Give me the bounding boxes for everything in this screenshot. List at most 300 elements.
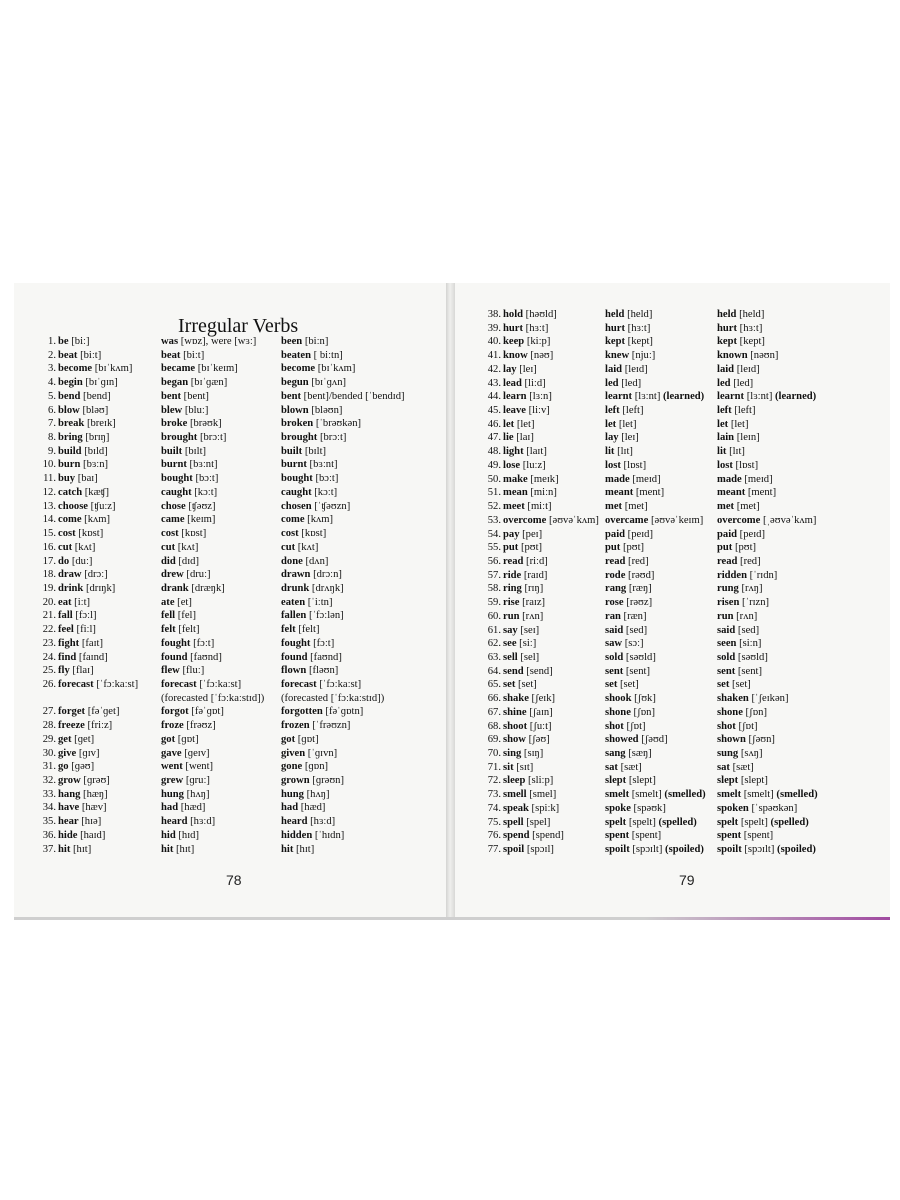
verb-past-participle: lit [lɪt] [717,446,745,458]
verb-past-simple: felt [felt] [161,624,200,636]
verb-past-participle: shot [ʃɒt] [717,720,758,732]
row-number: 67. [487,706,501,718]
verb-past-simple: showed [ʃəʊd] [605,734,668,746]
row-number: 60. [487,610,501,622]
verb-past-simple: spoke [spəʊk] [605,802,666,814]
row-number: 19. [42,582,56,594]
verb-past-simple: made [meɪd] [605,473,661,485]
row-number: 20. [42,596,56,608]
verb-base-form: run [rʌn] [503,610,544,622]
verb-past-participle: become [bɪˈkʌm] [281,363,356,375]
verb-past-participle: kept [kept] [717,336,765,348]
row-number: 40. [487,336,501,348]
verb-past-simple: saw [sɔː] [605,638,644,650]
row-number: 8. [48,432,56,444]
verb-base-form: hang [hæŋ] [58,788,108,800]
verb-past-participle: made [meɪd] [717,473,773,485]
verb-past-simple: spoilt [spɔɪlt] (spoiled) [605,844,704,856]
verb-base-form: shoot [ʃuːt] [503,720,552,732]
verb-past-participle: (forecasted [ˈfɔːkaːstɪd]) [281,692,385,704]
verb-past-participle: hit [hɪt] [281,843,315,855]
verb-base-form: become [bɪˈkʌm] [58,363,133,375]
verb-past-participle: spelt [spelt] (spelled) [717,816,809,828]
verb-past-participle: meant [ment] [717,487,777,499]
verb-base-form: come [kʌm] [58,514,111,526]
verb-base-form: build [bɪld] [58,445,108,457]
verb-past-simple: bent [bent] [161,390,209,402]
verb-base-form: catch [kæʧ] [58,486,110,498]
row-number: 77. [487,844,501,856]
verb-base-form: fly [flaɪ] [58,665,94,677]
verb-base-form: give [ɡɪv] [58,747,100,759]
verb-past-participle: paid [peɪd] [717,528,765,540]
verb-past-participle: spoilt [spɔɪlt] (spoiled) [717,844,816,856]
verb-past-simple: shook [ʃʊk] [605,693,656,705]
verb-past-simple: became [bɪˈkeɪm] [161,363,238,375]
page-title: Irregular Verbs [178,315,299,337]
verb-past-simple: slept [slept] [605,775,656,787]
verb-past-participle: chosen [ˈʧəʊzn] [281,500,351,512]
verb-past-simple: met [met] [605,501,648,513]
verb-base-form: drink [drɪŋk] [58,582,116,594]
verb-past-participle: found [faʊnd] [281,651,342,663]
verb-past-simple: fell [fel] [161,610,197,622]
verb-past-participle: eaten [ˈiːtn] [281,596,333,608]
verb-base-form: bring [brɪŋ] [58,432,110,444]
verb-past-simple: forecast [ˈfɔːkaːst] [161,678,242,690]
row-number: 71. [487,761,501,773]
verb-past-participle: let [let] [717,418,749,430]
verb-past-simple: shot [ʃɒt] [605,720,646,732]
verb-past-simple: fought [fɔːt] [161,637,215,649]
verb-base-form: mean [miːn] [503,487,557,499]
verb-base-form: make [meɪk] [503,473,559,485]
row-number: 28. [42,720,56,732]
verb-past-simple: hung [hʌŋ] [161,788,210,800]
row-number: 46. [487,418,501,430]
row-number: 26. [42,678,56,690]
verb-base-form: light [laɪt] [503,446,547,458]
verb-past-simple: beat [biːt] [161,349,205,361]
row-number: 4. [48,377,56,389]
row-number: 45. [487,405,501,417]
verb-past-simple: sat [sæt] [605,761,642,773]
verb-past-simple: laid [leɪd] [605,363,648,375]
verb-past-simple: lost [lɒst] [605,459,647,471]
verb-past-participle: cost [kɒst] [281,528,327,540]
verb-past-simple: forgot [fəˈɡɒt] [161,706,224,718]
verb-past-participle: rung [rʌŋ] [717,583,763,595]
row-number: 14. [42,514,56,526]
verb-base-form: send [send] [503,665,553,677]
row-number: 36. [42,829,56,841]
verb-past-simple: chose [ʧəʊz] [161,500,216,512]
verb-past-simple: drew [druː] [161,569,211,581]
verb-past-simple: caught [kɔːt] [161,486,218,498]
verb-past-participle: laid [leɪd] [717,363,760,375]
verb-base-form: put [pʊt] [503,542,543,554]
verb-past-simple: built [bɪlt] [161,445,207,457]
verb-past-participle: broken [ˈbrəʊkən] [281,418,362,430]
verb-past-simple: learnt [lɜːnt] (learned) [605,391,705,403]
verb-past-simple: spent [spent] [605,830,662,842]
page-78 [14,283,446,919]
verb-past-participle: built [bɪlt] [281,445,327,457]
row-number: 76. [487,830,501,842]
row-number: 29. [42,733,56,745]
row-number: 32. [42,775,56,786]
verb-past-simple: put [pʊt] [605,542,645,554]
verb-past-simple: lay [leɪ] [605,432,639,444]
verb-past-participle: said [sed] [717,624,760,636]
verb-past-simple: ate [et] [161,596,192,608]
verb-past-simple: drank [dræŋk] [161,582,225,594]
verb-base-form: forget [fəˈɡet] [58,706,120,718]
verb-past-participle: cut [kʌt] [281,541,319,553]
row-number: 7. [48,418,56,430]
verb-past-participle: caught [kɔːt] [281,486,338,498]
verb-past-participle: risen [ˈrɪzn] [717,597,770,609]
verb-past-participle: blown [bləʊn] [281,404,343,416]
page-number: 78 [226,872,242,888]
verb-base-form: burn [bɜːn] [58,459,109,471]
verb-past-participle: known [nəʊn] [717,350,779,362]
verb-past-simple: sold [səʊld] [605,651,656,663]
verb-base-form: speak [spiːk] [503,802,560,814]
row-number: 37. [42,843,56,855]
row-number: 54. [487,528,501,540]
verb-past-simple: froze [frəʊz] [161,720,216,732]
page-edge [14,917,890,920]
row-number: 9. [48,445,56,457]
verb-past-participle: bent [bent]/bended [ˈbendɪd] [281,390,405,402]
verb-past-simple: got [ɡɒt] [161,733,199,745]
row-number: 72. [487,775,501,787]
verb-past-participle: had [hæd] [281,802,326,814]
verb-past-simple: lit [lɪt] [605,446,633,458]
verb-past-simple: grew [ɡruː] [161,775,210,786]
row-number: 23. [42,637,56,649]
verb-past-participle: done [dʌn] [281,555,329,567]
verb-past-simple: was [wɒz], were [wɜː] [161,336,257,347]
verb-base-form: leave [liːv] [503,405,550,417]
verb-past-simple: rose [rəʊz] [605,597,653,609]
verb-base-form: lie [laɪ] [503,432,534,444]
verb-past-participle: forgotten [fəˈɡɒtn] [281,706,364,718]
verb-past-participle: seen [siːn] [717,638,762,650]
row-number: 68. [487,720,501,732]
verb-past-simple: hit [hɪt] [161,843,195,855]
verb-past-participle: led [led] [717,377,754,389]
verb-past-simple: sang [sæŋ] [605,748,652,759]
verb-past-participle: met [met] [717,501,760,513]
row-number: 30. [42,747,56,759]
verb-past-simple: cost [kɒst] [161,528,207,540]
verb-past-simple: ran [ræn] [605,610,647,622]
row-number: 18. [42,569,56,581]
verb-past-participle: beaten [ biːtn] [281,349,343,361]
verb-base-form: cost [kɒst] [58,528,104,540]
verb-base-form: show [ʃəʊ] [503,734,550,746]
verb-past-simple: read [red] [605,555,649,567]
row-number: 41. [487,350,501,362]
verb-base-form: spend [spend] [503,830,564,842]
row-number: 57. [487,569,501,581]
verb-past-participle: spoken [ˈspəʊkən] [717,802,798,814]
book-spread [14,283,890,919]
verb-past-participle: smelt [smelt] (smelled) [717,789,818,801]
book-gutter [446,283,455,919]
verb-base-form: grow [ɡrəʊ] [58,775,110,786]
verb-past-simple: did [dɪd] [161,555,199,567]
verb-past-participle: sold [səʊld] [717,651,768,663]
row-number: 17. [42,555,56,567]
verb-past-simple: led [led] [605,377,642,389]
verb-base-form: spell [spel] [503,816,551,828]
verb-past-participle: frozen [ˈfrəʊzn] [281,720,351,732]
verb-past-participle: lain [leɪn] [717,432,760,444]
verb-base-form: lead [liːd] [503,377,546,389]
verb-past-simple: began [bɪˈɡæn] [161,377,228,389]
verb-base-form: hear [hɪə] [58,816,102,828]
verb-base-form: smell [smel] [503,789,557,801]
verb-past-participle: hidden [ˈhɪdn] [281,829,345,841]
verb-past-simple: let [let] [605,418,637,430]
verb-past-simple: gave [ɡeɪv] [161,747,210,759]
verb-past-participle: felt [felt] [281,624,320,636]
verb-base-form: get [ɡet] [58,733,95,745]
row-number: 25. [42,665,56,677]
verb-base-form: choose [ʧuːz] [58,500,116,512]
verb-base-form: freeze [friːz] [58,720,113,732]
verb-base-form: shine [ʃaɪn] [503,706,553,718]
row-number: 62. [487,638,501,650]
verb-base-form: see [siː] [503,638,537,650]
verb-base-form: rise [raɪz] [503,597,546,609]
row-number: 42. [487,363,501,375]
row-number: 33. [42,788,56,800]
verb-base-form: bend [bend] [58,390,111,402]
verb-base-form: feel [fiːl] [58,624,96,636]
verb-base-form: ring [rɪŋ] [503,583,544,595]
verb-past-participle: grown [ɡrəʊn] [281,775,344,786]
verb-past-participle: fought [fɔːt] [281,637,335,649]
verb-past-simple: set [set] [605,679,639,691]
verb-base-form: meet [miːt] [503,501,552,513]
verb-base-form: hit [hɪt] [58,843,92,855]
verb-base-form: spoil [spɔɪl] [503,844,554,856]
row-number: 49. [487,459,501,471]
verb-base-form: let [let] [503,418,535,430]
row-number: 27. [42,706,56,718]
verb-base-form: pay [peɪ] [503,528,543,540]
verb-base-form: hide [haɪd] [58,829,106,841]
verb-base-form: keep [kiːp] [503,336,551,348]
verb-past-participle: overcome [ˌəʊvəˈkʌm] [717,514,817,526]
verb-base-form: sleep [sliːp] [503,775,554,787]
verb-past-participle: sent [sent] [717,665,763,677]
verb-past-participle: slept [slept] [717,775,768,787]
verb-past-participle: shaken [ˈʃeɪkən] [717,693,789,705]
verb-base-form: know [nəʊ] [503,350,554,362]
verb-past-simple: smelt [smelt] (smelled) [605,789,706,801]
verb-past-participle: brought [brɔːt] [281,432,347,444]
row-number: 6. [48,404,56,416]
row-number: 16. [42,541,56,553]
verb-past-simple: flew [fluː] [161,665,205,677]
verb-past-participle: ridden [ˈrɪdn] [717,569,778,581]
verb-past-simple: hurt [hɜːt] [605,322,651,334]
row-number: 22. [42,624,56,636]
verb-base-form: draw [drɔː] [58,569,108,581]
verb-base-form: find [faɪnd] [58,651,108,663]
row-number: 31. [42,761,56,773]
row-number: 10. [42,459,56,471]
verb-base-form: cut [kʌt] [58,541,96,553]
verb-past-simple: brought [brɔːt] [161,432,227,444]
verb-base-form: have [hæv] [58,802,107,814]
verb-base-form: fight [faɪt] [58,637,104,649]
row-number: 58. [487,583,501,595]
page-79 [455,283,890,919]
verb-base-form: sit [sɪt] [503,761,534,773]
verb-past-simple: paid [peɪd] [605,528,653,540]
verb-past-participle: bought [bɔːt] [281,473,339,485]
verb-past-simple: left [left] [605,405,644,417]
verb-past-participle: hung [hʌŋ] [281,788,330,800]
verb-base-form: beat [biːt] [58,349,102,361]
verb-past-participle: drawn [drɔːn] [281,569,342,581]
verb-past-participle: come [kʌm] [281,514,334,526]
row-number: 65. [487,679,501,691]
verb-base-form: buy [baɪ] [58,473,98,485]
verb-past-participle: gone [ɡɒn] [281,761,329,773]
verb-past-participle: spent [spent] [717,830,774,842]
verb-past-participle: held [held] [717,309,765,320]
row-number: 1. [48,336,56,347]
verb-past-participle: forecast [ˈfɔːkaːst] [281,678,362,690]
row-number: 44. [487,391,501,403]
verb-past-simple: had [hæd] [161,802,206,814]
verb-base-form: lose [luːz] [503,459,546,471]
verb-past-simple: rang [ræŋ] [605,583,652,595]
row-number: 21. [42,610,56,622]
verb-past-simple: knew [njuː] [605,350,656,362]
verb-past-simple: blew [bluː] [161,404,209,416]
verb-past-simple: meant [ment] [605,487,665,499]
verb-past-simple: (forecasted [ˈfɔːkaːstɪd]) [161,692,265,704]
row-number: 55. [487,542,501,554]
row-number: 3. [48,363,56,375]
row-number: 74. [487,802,501,814]
verb-past-participle: sat [sæt] [717,761,754,773]
verb-past-participle: drunk [drʌŋk] [281,582,344,594]
row-number: 63. [487,651,501,663]
row-number: 5. [48,390,56,402]
verb-base-form: hurt [hɜːt] [503,322,549,334]
verb-past-simple: found [faʊnd] [161,651,222,663]
row-number: 69. [487,734,501,746]
verb-base-form: do [duː] [58,555,93,567]
row-number: 64. [487,665,501,677]
row-number: 2. [48,349,56,361]
verb-past-participle: been [biːn] [281,336,329,347]
row-number: 51. [487,487,501,499]
verb-base-form: break [breɪk] [58,418,116,430]
verb-past-participle: burnt [bɜːnt] [281,459,338,471]
verb-base-form: forecast [ˈfɔːkaːst] [58,678,139,690]
row-number: 75. [487,816,501,828]
verb-past-participle: set [set] [717,679,751,691]
verb-past-simple: hid [hɪd] [161,829,199,841]
verb-base-form: set [set] [503,679,537,691]
verb-base-form: read [riːd] [503,555,548,567]
verb-past-participle: shown [ʃəʊn] [717,734,775,746]
row-number: 39. [487,322,501,334]
verb-past-participle: hurt [hɜːt] [717,322,763,334]
verb-past-simple: heard [hɜːd] [161,816,216,828]
verb-base-form: say [seɪ] [503,624,540,636]
verb-past-participle: flown [fləʊn] [281,665,339,677]
verb-past-participle: given [ˈɡɪvn] [281,747,338,759]
verb-past-simple: held [held] [605,309,653,320]
row-number: 73. [487,789,501,801]
verb-past-simple: went [went] [161,761,214,773]
verb-past-participle: got [ɡɒt] [281,733,319,745]
verb-base-form: shake [ʃeɪk] [503,693,556,705]
row-number: 15. [42,528,56,540]
row-number: 70. [487,748,501,759]
row-number: 35. [42,816,56,828]
verb-base-form: begin [bɪˈɡɪn] [58,377,118,389]
verb-base-form: lay [leɪ] [503,363,537,375]
row-number: 61. [487,624,501,636]
row-number: 59. [487,597,501,609]
verb-past-simple: kept [kept] [605,336,653,348]
row-number: 66. [487,693,501,705]
verb-past-participle: lost [lɒst] [717,459,759,471]
row-number: 11. [43,473,56,485]
row-number: 50. [487,473,501,485]
row-number: 43. [487,377,501,389]
row-number: 47. [487,432,501,444]
verb-past-participle: sung [sʌŋ] [717,748,763,759]
verb-past-participle: shone [ʃɒn] [717,706,767,718]
verb-base-form: hold [həʊld] [503,309,557,320]
verb-past-simple: burnt [bɜːnt] [161,459,218,471]
verb-base-form: learn [lɜːn] [503,391,552,403]
row-number: 34. [42,802,56,814]
verb-base-form: eat [iːt] [58,596,91,608]
verb-past-simple: spelt [spelt] (spelled) [605,816,697,828]
verb-past-participle: read [red] [717,555,761,567]
verb-past-simple: cut [kʌt] [161,541,199,553]
verb-base-form: fall [fɔːl] [58,610,97,622]
verb-past-simple: sent [sent] [605,665,651,677]
verb-past-participle: heard [hɜːd] [281,816,336,828]
verb-base-form: go [ɡəʊ] [58,761,95,773]
page-number: 79 [679,872,695,888]
row-number: 48. [487,446,501,458]
verb-past-simple: rode [rəʊd] [605,569,655,581]
row-number: 38. [487,309,501,320]
verb-past-simple: shone [ʃɒn] [605,706,655,718]
verb-past-participle: run [rʌn] [717,610,758,622]
row-number: 52. [487,501,501,513]
verb-past-simple: said [sed] [605,624,648,636]
verb-base-form: sell [sel] [503,651,540,663]
row-number: 13. [42,500,56,512]
